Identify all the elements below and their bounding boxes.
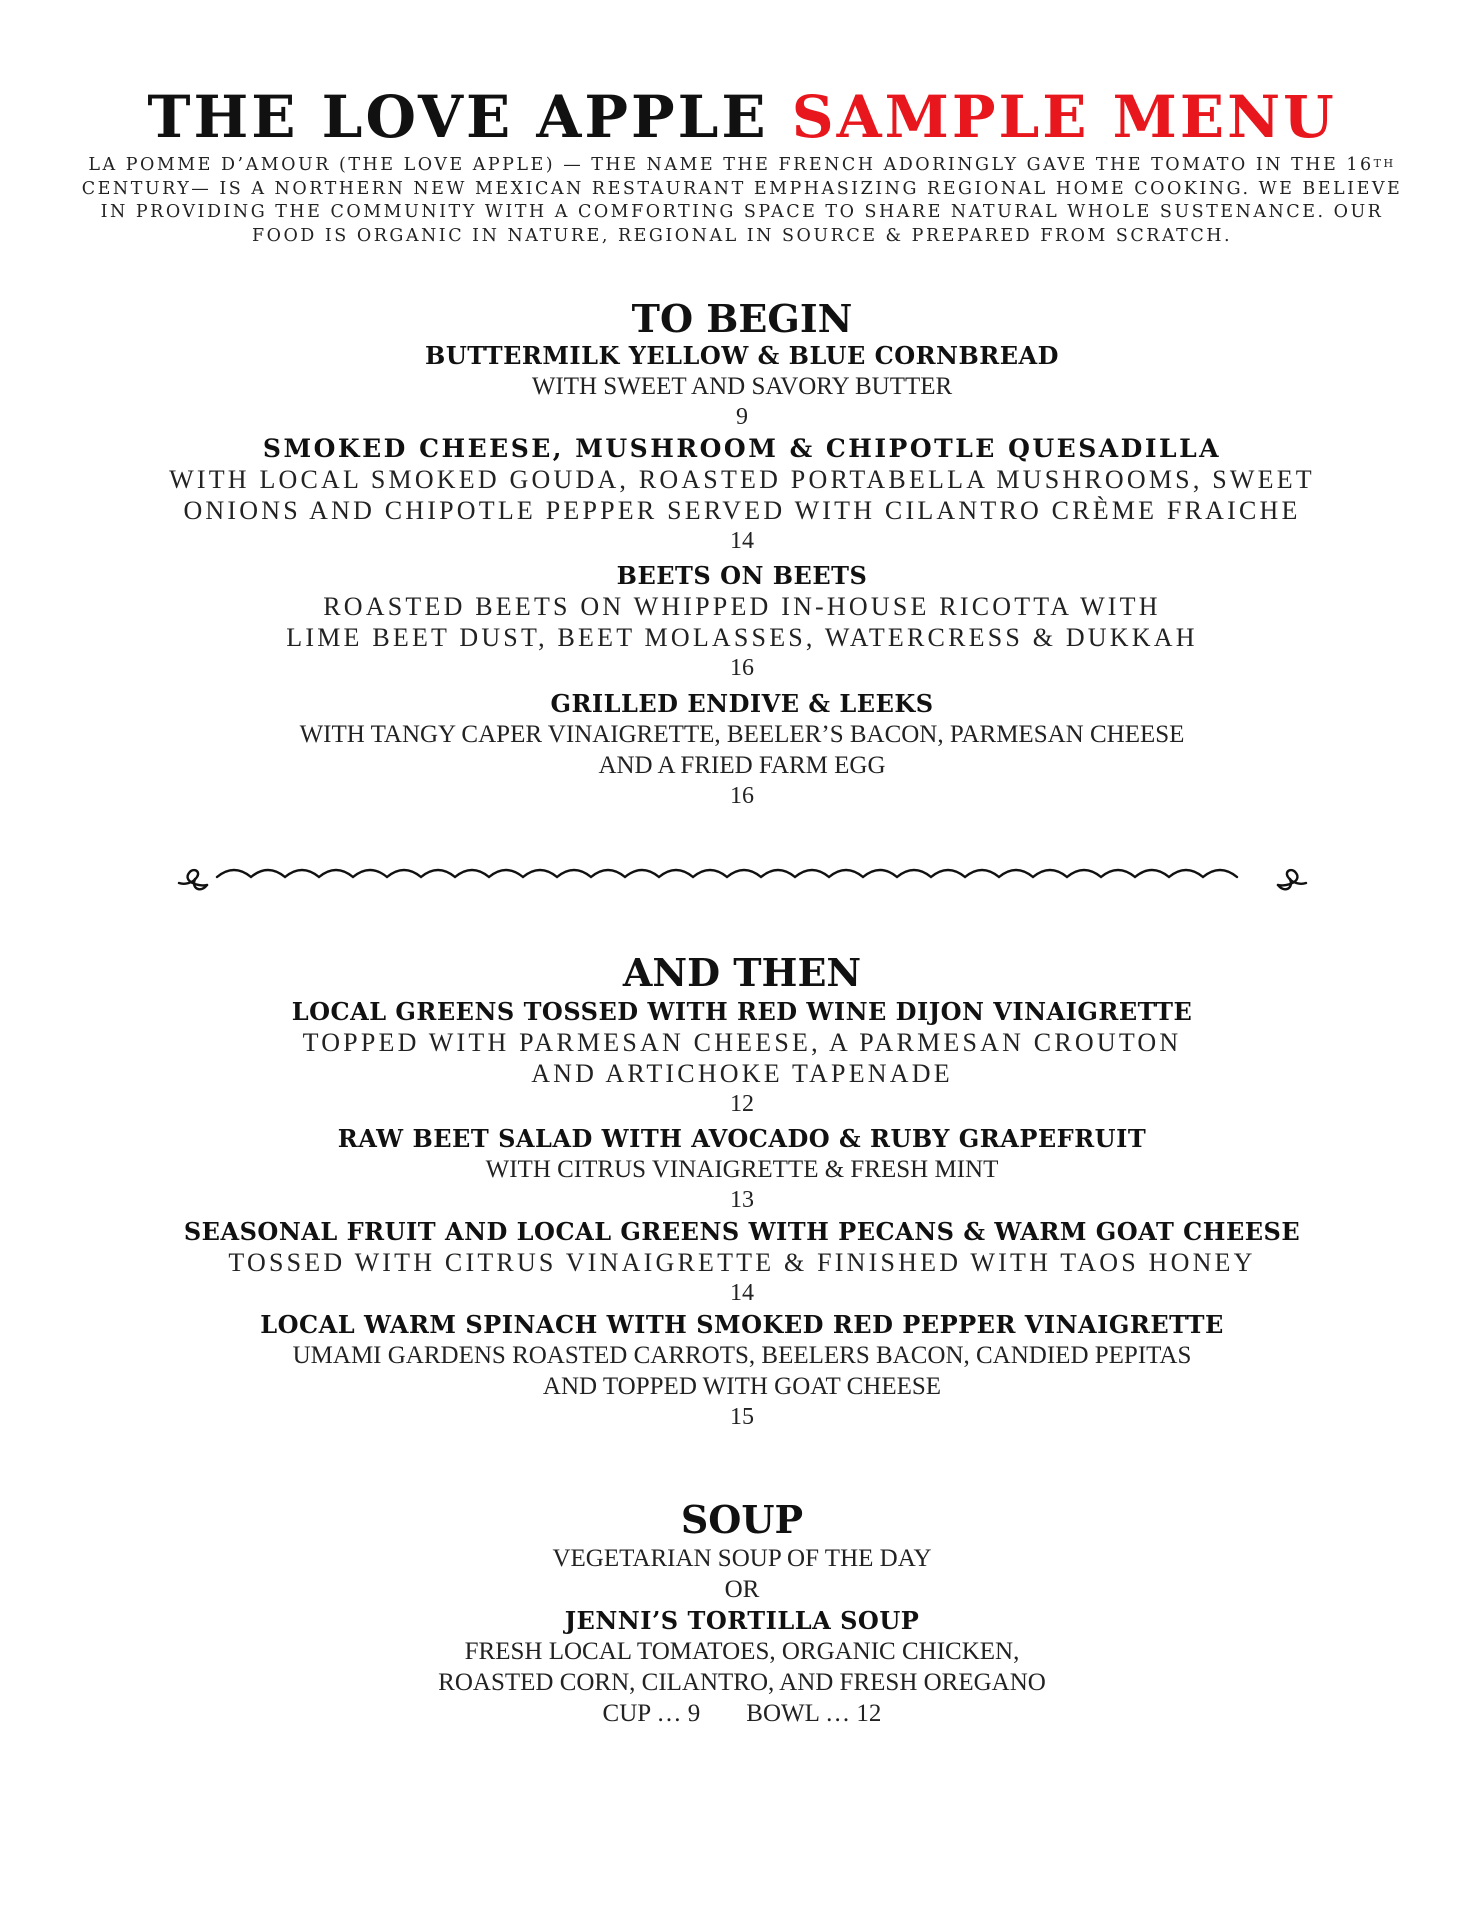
dish-description: ONIONS AND CHIPOTLE PEPPER SERVED WITH CILANTRO CRÈME FRAICHE [183, 496, 1301, 525]
scroll-divider-icon [175, 855, 1310, 899]
dish-name: GRILLED ENDIVE & LEEKS [550, 689, 934, 718]
menu-item [0, 1309, 1484, 1433]
dish-name: BUTTERMILK YELLOW & BLUE CORNBREAD [425, 341, 1059, 370]
dish-price: 12 [730, 1091, 754, 1117]
section-heading-to-begin: TO BEGIN [631, 296, 853, 341]
title-main: THE LOVE APPLE [147, 83, 769, 151]
dish-description: LIME BEET DUST, BEET MOLASSES, WATERCRESS & DUKKAH [286, 623, 1198, 652]
soup-option-vegetarian: VEGETARIAN SOUP OF THE DAY [552, 1545, 932, 1572]
dish-description: AND A FRIED FARM EGG [598, 752, 886, 779]
dish-name: RAW BEET SALAD WITH AVOCADO & RUBY GRAPEFRUIT [337, 1124, 1147, 1153]
dish-description: AND TOPPED WITH GOAT CHEESE [542, 1373, 942, 1400]
menu-title [0, 82, 1484, 152]
dish-name: SMOKED CHEESE, MUSHROOM & CHIPOTLE QUESADILLA [262, 434, 1222, 463]
dish-price: 16 [730, 783, 754, 809]
soup-prices [0, 1698, 1484, 1729]
dish-price: 13 [730, 1187, 754, 1213]
dish-description: WITH SWEET AND SAVORY BUTTER [531, 373, 953, 400]
dish-price: 14 [730, 528, 754, 554]
dish-name: LOCAL WARM SPINACH WITH SMOKED RED PEPPER VINAIGRETTE [260, 1310, 1224, 1339]
dish-price: 15 [730, 1404, 754, 1430]
dish-description: AND ARTICHOKE TAPENADE [531, 1059, 953, 1088]
soup-block [0, 1543, 1484, 1729]
dish-description: WITH LOCAL SMOKED GOUDA, ROASTED PORTABELLA MUSHROOMS, SWEET [169, 465, 1315, 494]
intro-text-2: CENTURY— IS A NORTHERN NEW MEXICAN RESTAURANT EMPHASIZING REGIONAL HOME COOKING. WE BELIEVE IN PROVIDING THE COMMUNITY WITH A COMFORTING SPACE TO SHARE NATURAL WHOLE SUSTENANCE. OUR FOOD IS ORGANIC IN NATURE, REGIONAL IN SOURCE & PREPARED FROM SCRATCH. [81, 178, 1403, 246]
dish-description: TOPPED WITH PARMESAN CHEESE, A PARMESAN CROUTON [302, 1028, 1182, 1057]
menu-item [0, 1123, 1484, 1216]
menu-item [0, 433, 1484, 557]
section-heading-and-then: AND THEN [622, 950, 862, 995]
title-accent: SAMPLE MENU [791, 83, 1337, 151]
dish-description: WITH TANGY CAPER VINAIGRETTE, BEELER’S BACON, PARMESAN CHEESE [299, 721, 1185, 748]
menu-item [0, 340, 1484, 433]
intro-superscript: TH [1373, 157, 1396, 170]
soup-description: ROASTED CORN, CILANTRO, AND FRESH OREGANO [438, 1669, 1046, 1696]
menu-item [0, 560, 1484, 684]
intro-paragraph [80, 154, 1404, 248]
menu-item [0, 1216, 1484, 1309]
soup-description: FRESH LOCAL TOMATOES, ORGANIC CHICKEN, [464, 1638, 1020, 1665]
intro-text-1: LA POMME D’AMOUR (THE LOVE APPLE) — THE NAME THE FRENCH ADORINGLY GAVE THE TOMATO IN THE 16 [88, 155, 1374, 175]
soup-price-cup: CUP … 9 [602, 1700, 701, 1727]
dish-name: BEETS ON BEETS [616, 561, 868, 590]
dish-description: WITH CITRUS VINAIGRETTE & FRESH MINT [485, 1156, 999, 1183]
dish-description: TOSSED WITH CITRUS VINAIGRETTE & FINISHED WITH TAOS HONEY [228, 1248, 1256, 1277]
soup-price-bowl: BOWL … 12 [746, 1700, 882, 1727]
dish-description: ROASTED BEETS ON WHIPPED IN-HOUSE RICOTTA WITH [323, 592, 1161, 621]
dish-description: UMAMI GARDENS ROASTED CARROTS, BEELERS BACON, CANDIED PEPITAS [292, 1342, 1192, 1369]
soup-option-tortilla: JENNI’S TORTILLA SOUP [564, 1606, 920, 1635]
menu-item [0, 688, 1484, 812]
section-heading-soup: SOUP [680, 1497, 804, 1542]
dish-name: LOCAL GREENS TOSSED WITH RED WINE DIJON VINAIGRETTE [291, 997, 1193, 1026]
dish-price: 9 [736, 404, 748, 430]
soup-or: OR [724, 1576, 760, 1603]
dish-price: 14 [730, 1280, 754, 1306]
menu-item [0, 996, 1484, 1120]
dish-price: 16 [730, 655, 754, 681]
dish-name: SEASONAL FRUIT AND LOCAL GREENS WITH PECANS & WARM GOAT CHEESE [183, 1217, 1301, 1246]
